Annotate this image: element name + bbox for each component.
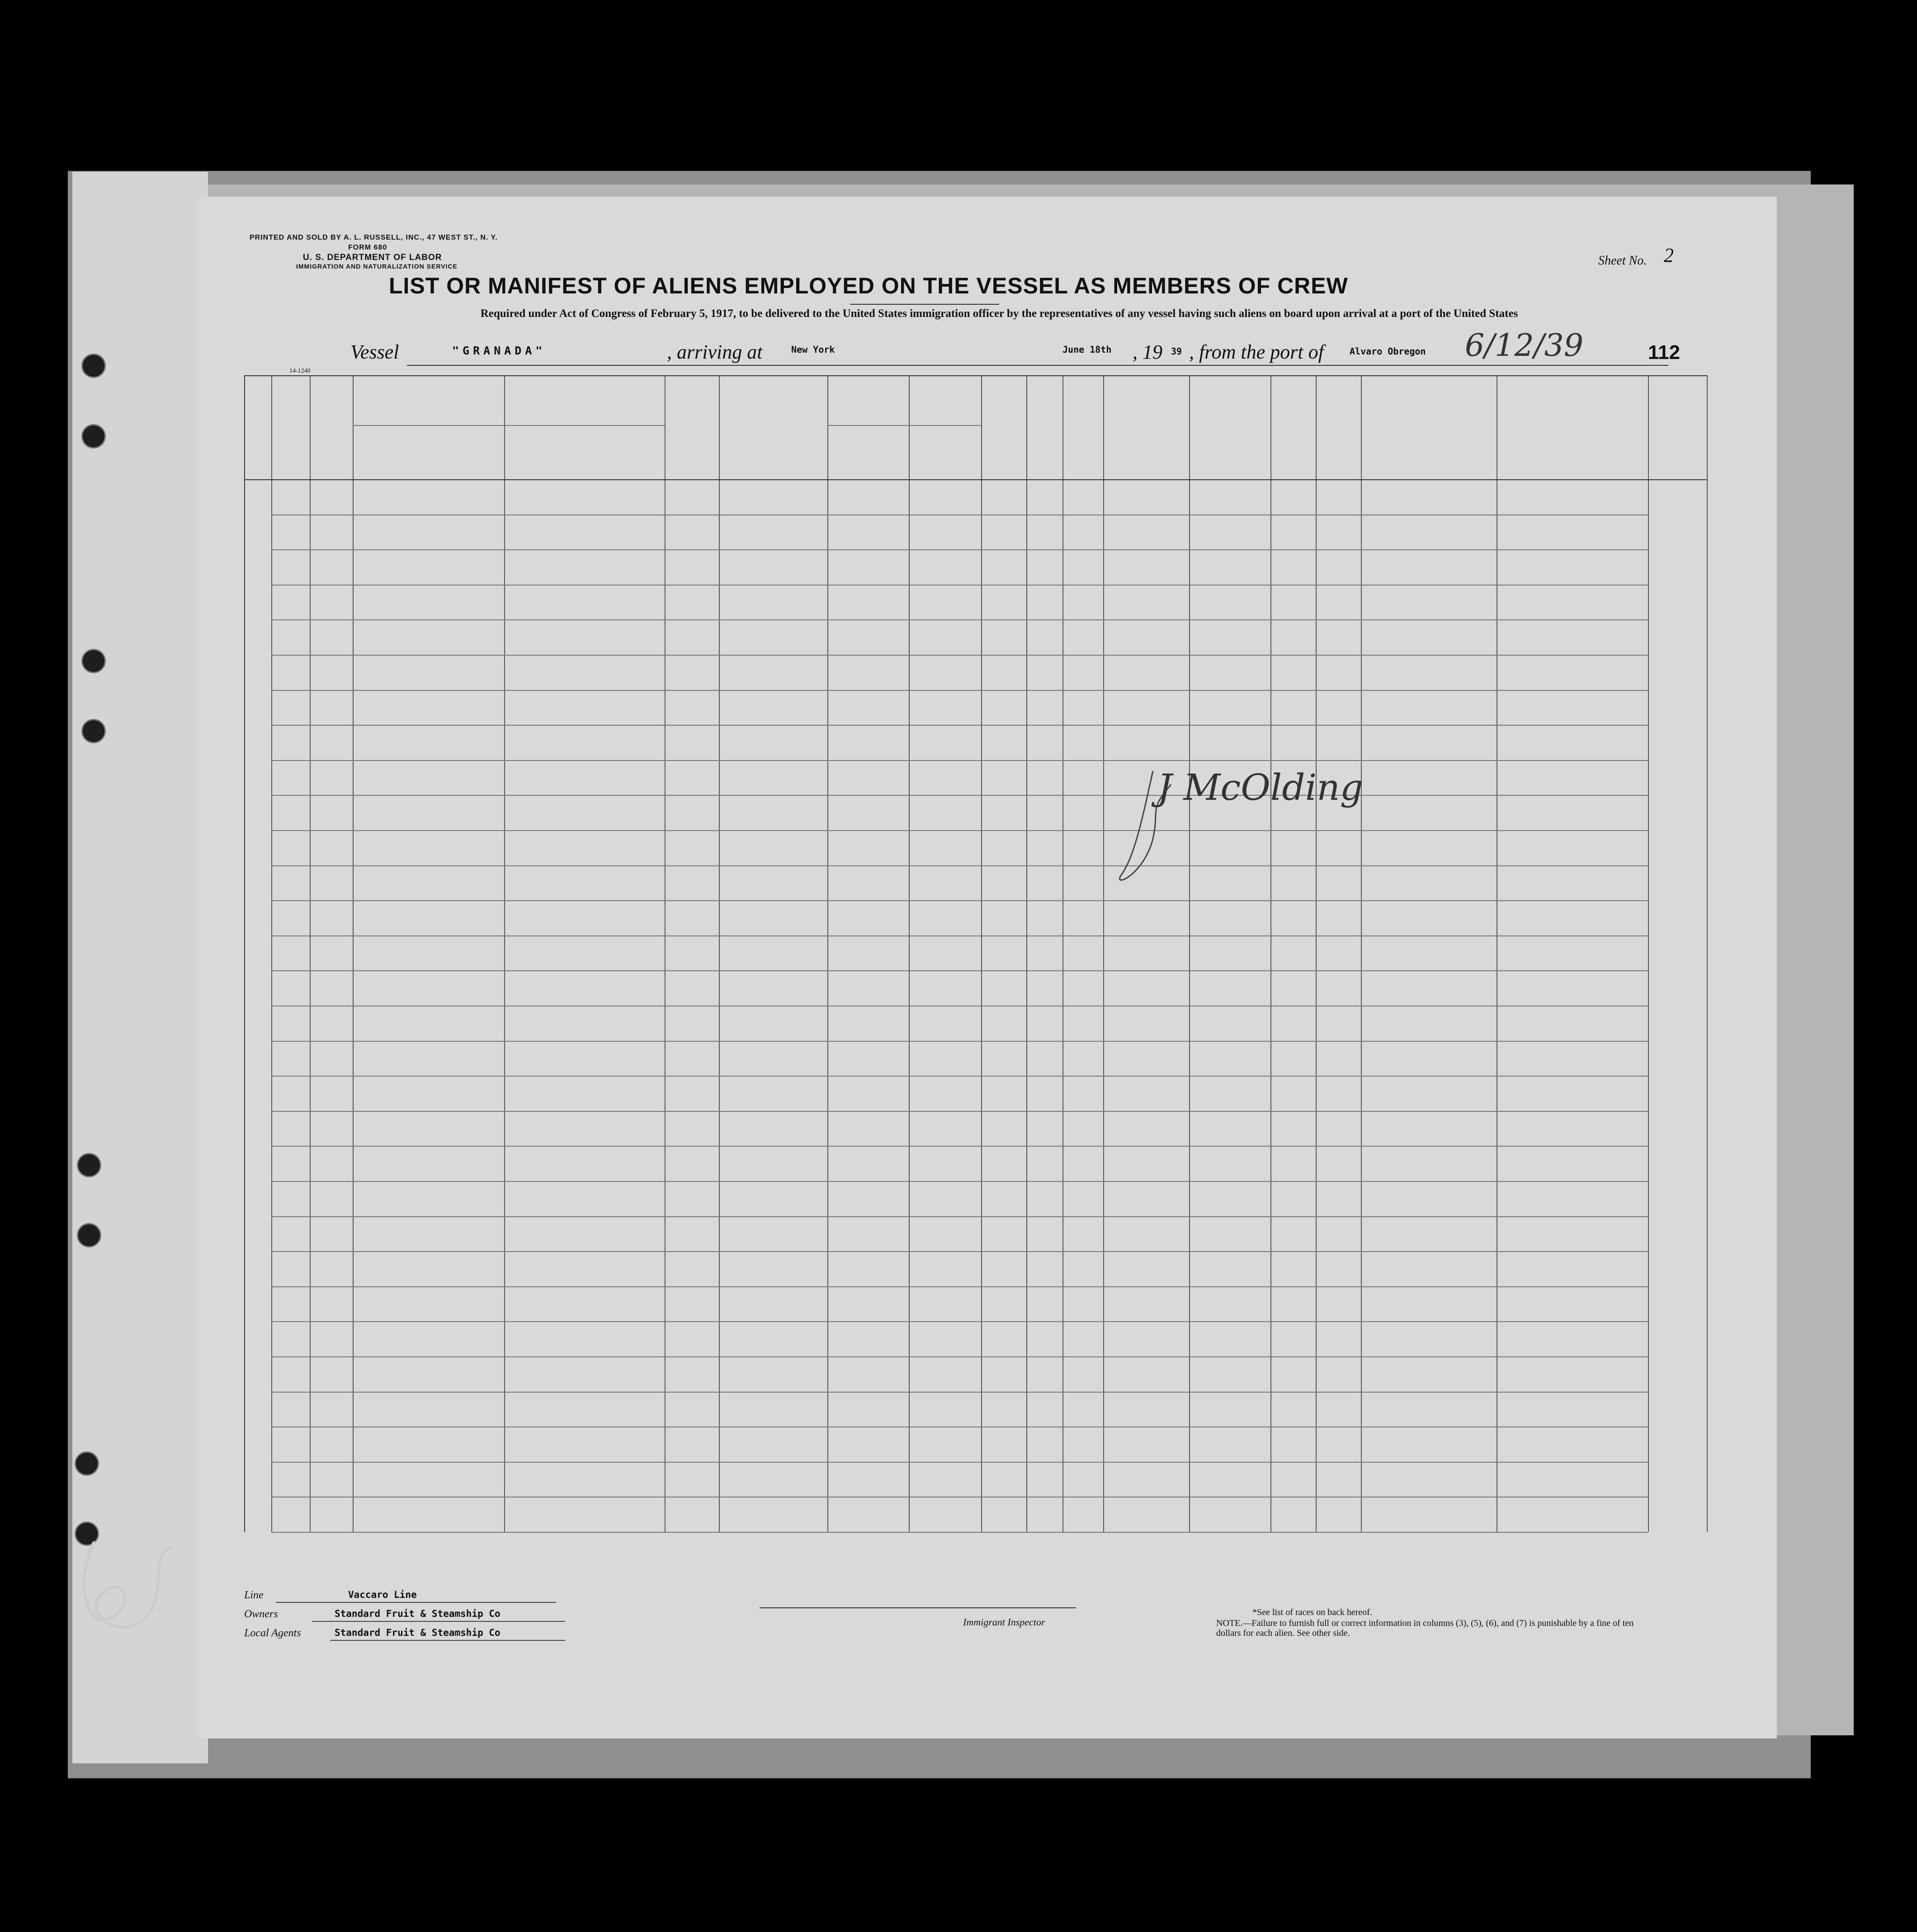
punch-hole	[77, 1153, 101, 1177]
manifest-page	[199, 197, 1777, 1738]
form-subtitle: Required under Act of Congress of February 5, 1917, to be delivered to the United States immigration officer by the representatives of any vessel having such aliens on board upon arrival at a port of the United States	[480, 307, 1518, 320]
sheet-label: Sheet No.	[1598, 254, 1647, 268]
column-rule	[719, 375, 720, 1532]
year-prefix: , 19	[1133, 341, 1162, 363]
name-sub-rule	[353, 425, 665, 426]
arrival-date: June 18th	[1062, 344, 1112, 355]
column-rule	[665, 375, 666, 1532]
page-number: 112	[1648, 341, 1680, 364]
printer-line: PRINTED AND SOLD BY A. L. RUSSELL, INC., 47 WEST ST., N. Y.	[250, 234, 498, 241]
row-rule	[271, 1392, 1648, 1393]
owners-label: Owners	[244, 1608, 278, 1620]
column-rule	[1026, 375, 1027, 1532]
immigrant-inspector-label: Immigrant Inspector	[963, 1616, 1045, 1628]
row-rule	[271, 619, 1648, 620]
inspector-signature-rule	[760, 1607, 1076, 1608]
form-number: FORM 680	[348, 244, 387, 251]
owners-name: Standard Fruit & Steamship Co	[335, 1608, 500, 1619]
row-rule	[271, 1111, 1648, 1112]
column-rule	[353, 375, 354, 1532]
row-rule	[271, 1181, 1648, 1182]
row-rule	[271, 585, 1648, 586]
row-rule	[271, 1532, 1648, 1533]
races-note: *See list of races on back hereof.	[1252, 1607, 1372, 1617]
footer-line-rule	[276, 1602, 556, 1603]
punch-hole	[81, 719, 106, 743]
row-rule	[271, 1462, 1648, 1463]
column-rule	[1707, 375, 1708, 1532]
arrival-year: 39	[1171, 346, 1182, 357]
column-rule	[827, 375, 828, 1532]
row-rule	[271, 1286, 1648, 1287]
arriving-label: , arriving at	[667, 341, 763, 363]
header-rule	[244, 375, 1707, 376]
footer-owners-rule	[312, 1621, 565, 1622]
punch-hole	[77, 1223, 101, 1247]
title-rule	[850, 304, 999, 305]
line-label: Line	[244, 1589, 264, 1601]
form-code: 14-1240	[289, 368, 311, 374]
row-rule	[271, 935, 1648, 936]
column-rule	[244, 375, 245, 1532]
header-bottom-rule	[244, 479, 1707, 480]
punch-hole	[81, 354, 106, 378]
column-rule	[1648, 375, 1649, 1532]
row-rule	[271, 1251, 1648, 1252]
row-rule	[271, 1216, 1648, 1217]
row-rule	[271, 970, 1648, 971]
line-name: Vaccaro Line	[348, 1589, 417, 1600]
row-rule	[271, 1356, 1648, 1357]
local-agents-label: Local Agents	[244, 1627, 301, 1639]
row-rule	[271, 725, 1648, 726]
row-rule	[271, 1146, 1648, 1147]
row-rule	[271, 900, 1648, 901]
vessel-label: Vessel	[350, 341, 399, 363]
column-rule	[310, 375, 311, 1532]
local-agents-name: Standard Fruit & Steamship Co	[335, 1627, 500, 1638]
punch-hole	[75, 1451, 99, 1476]
column-rule	[271, 375, 272, 1532]
column-rule	[981, 375, 982, 1532]
arrival-port: New York	[791, 344, 835, 355]
row-rule	[271, 1076, 1648, 1077]
column-rule	[909, 375, 910, 1532]
department-name: U. S. DEPARTMENT OF LABOR	[303, 253, 442, 262]
from-port-label: , from the port of	[1189, 341, 1324, 363]
vessel-rule	[407, 365, 1668, 366]
column-rule	[1270, 375, 1271, 1532]
column-rule	[1189, 375, 1190, 1532]
shipped-sub-rule	[827, 425, 981, 426]
penalty-note: NOTE.—Failure to furnish full or correct information in columns (3), (5), (6), and (7) is punishable by a fine of ten dollars for each alien. See other side.	[1216, 1618, 1634, 1638]
row-rule	[271, 1041, 1648, 1042]
form-title: LIST OR MANIFEST OF ALIENS EMPLOYED ON THE VESSEL AS MEMBERS OF CREW	[389, 273, 1348, 298]
row-rule	[271, 1321, 1648, 1322]
footer-agents-rule	[330, 1640, 565, 1641]
handwritten-date: 6/12/39	[1465, 328, 1584, 364]
column-rule	[1062, 375, 1063, 1532]
row-rule	[271, 549, 1648, 550]
inspector-signature: J McOlding	[1157, 766, 1363, 808]
row-rule	[271, 655, 1648, 656]
service-name: IMMIGRATION AND NATURALIZATION SERVICE	[296, 263, 458, 270]
punch-hole	[81, 424, 106, 449]
from-port: Alvaro Obregon	[1350, 346, 1426, 357]
vessel-name: "GRANADA"	[452, 344, 546, 357]
sheet-number: 2	[1664, 244, 1674, 266]
column-rule	[504, 375, 505, 1532]
row-rule	[271, 690, 1648, 691]
column-rule	[1361, 375, 1362, 1532]
column-rule	[1103, 375, 1104, 1532]
handwritten-mark-left	[68, 1528, 203, 1646]
name-sub-divider	[504, 425, 505, 479]
punch-hole	[81, 649, 106, 673]
column-rule	[1316, 375, 1317, 1532]
